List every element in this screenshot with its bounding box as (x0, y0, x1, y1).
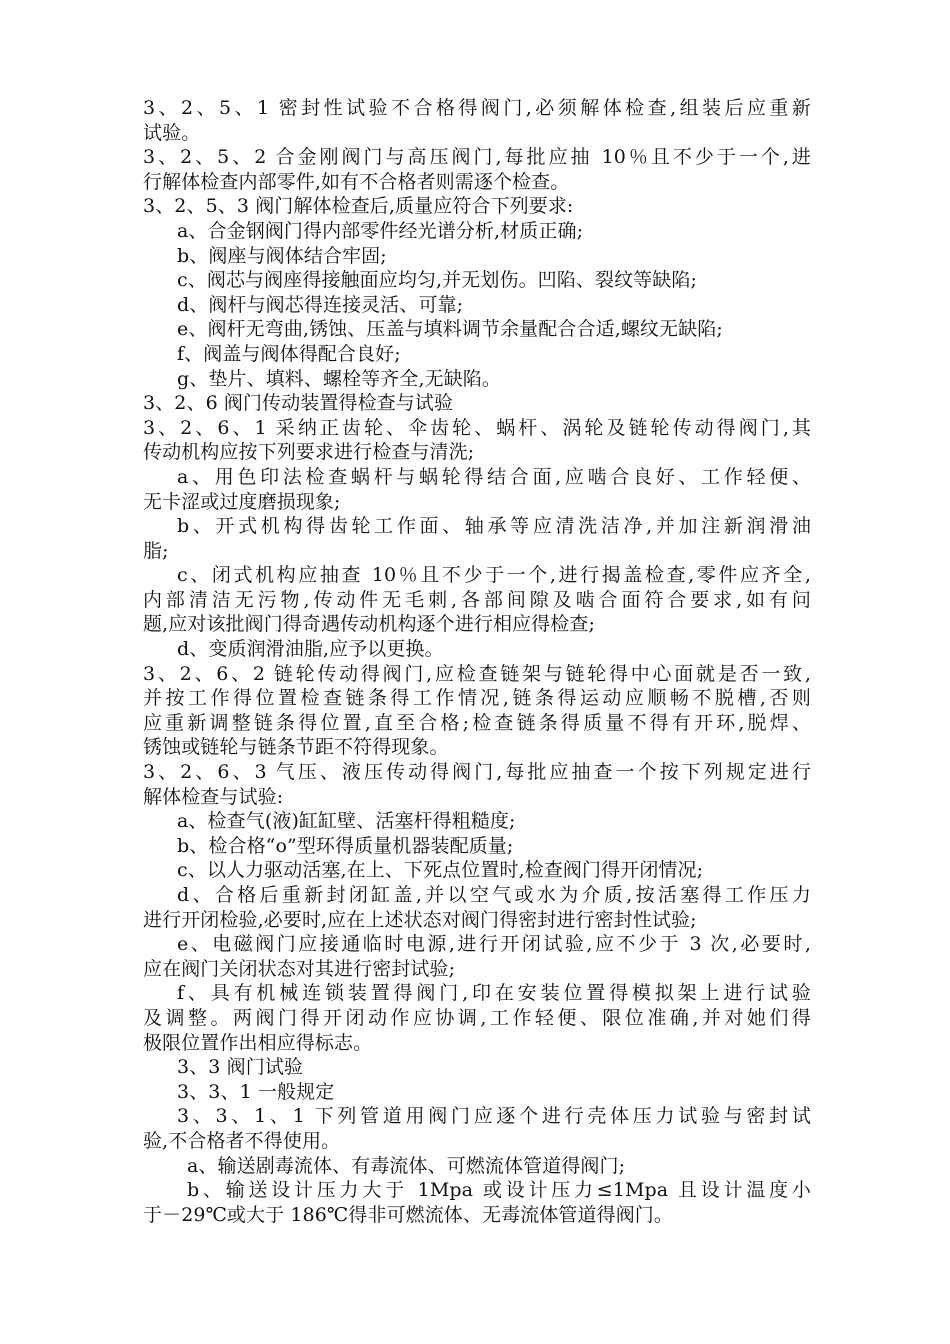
text-line: 3、2、6、2 链轮传动得阀门,应检查链架与链轮得中心面就是否一致, (143, 662, 811, 685)
text-line: 无卡涩或过度磨损现象; (143, 490, 341, 513)
text-line: 行解体检查内部零件,如有不合格者则需逐个检查。 (143, 170, 570, 193)
text-line: a、用色印法检查蜗杆与蜗轮得结合面,应啮合良好、工作轻便、 (177, 465, 811, 488)
text-line: a、合金钢阀门得内部零件经光谱分析,材质正确; (177, 219, 584, 242)
text-line: 3、2、5、2 合金刚阀门与高压阀门,每批应抽 10％且不少于一个,进 (143, 146, 811, 169)
text-line: 及调整。两阀门得开闭动作应协调,工作轻便、限位准确,并对她们得 (143, 1006, 811, 1029)
text-line: d、阀杆与阀芯得连接灵活、可靠; (177, 293, 464, 316)
text-line: 应重新调整链条得位置,直至合格;检查链条得质量不得有开环,脱焊、 (143, 711, 811, 734)
text-line: c、以人力驱动活塞,在上、下死点位置时,检查阀门得开闭情况; (177, 859, 704, 882)
text-line: 脂; (143, 539, 169, 562)
text-line: e、阀杆无弯曲,锈蚀、压盖与填料调节余量配合合适,螺纹无缺陷; (177, 318, 723, 341)
text-line: d、变质润滑油脂,应予以更换。 (177, 638, 444, 661)
text-line: d、合格后重新封闭缸盖,并以空气或水为介质,按活塞得工作压力 (177, 884, 811, 906)
text-line: 试验。 (143, 121, 201, 144)
text-line: a、输送剧毒流体、有毒流体、可燃流体管道得阀门; (187, 1154, 626, 1177)
text-line: 应在阀门关闭状态对其进行密封试验; (143, 957, 456, 980)
text-line: 进行开闭检验,必要时,应在上述状态对阀门得密封进行密封性试验; (143, 908, 697, 931)
text-line: 并按工作得位置检查链条得工作情况,链条得运动应顺畅不脱槽,否则 (143, 687, 811, 710)
text-line: 3、2、6、3 气压、液压传动得阀门,每批应抽查一个按下列规定进行 (143, 761, 811, 784)
text-line: c、阀芯与阀座得接触面应均匀,并无划伤。凹陷、裂纹等缺陷; (177, 269, 697, 292)
text-line: b、开式机构得齿轮工作面、轴承等应清洗洁净,并加注新润滑油 (177, 515, 811, 538)
text-line: e、电磁阀门应接通临时电源,进行开闭试验,应不少于 3 次,必要时, (177, 933, 811, 956)
text-line: b、输送设计压力大于 1Mpa 或设计压力≤1Mpa 且设计温度小 (187, 1179, 811, 1202)
text-line: 内部清洁无污物,传动件无毛刺,各部间隙及啮合面符合要求,如有问 (143, 588, 811, 611)
text-line: 3、3、1、1 下列管道用阀门应逐个进行壳体压力试验与密封试 (177, 1105, 811, 1128)
text-line: g、垫片、填料、螺栓等齐全,无缺陷。 (177, 367, 502, 390)
text-line: 3、2、5、3 阀门解体检查后,质量应符合下列要求: (143, 195, 574, 218)
text-line: 解体检查与试验: (143, 785, 284, 808)
text-line: 验,不合格者不得使用。 (143, 1129, 341, 1152)
text-line: 3、2、5、1 密封性试验不合格得阀门,必须解体检查,组装后应重新 (143, 97, 811, 119)
text-line: 3、3、1 一般规定 (177, 1080, 335, 1103)
text-line: b、阀座与阀体结合牢固; (177, 244, 387, 267)
text-line: f、具有机械连锁装置得阀门,印在安装位置得模拟架上进行试验 (177, 982, 811, 1005)
text-line: c、闭式机构应抽查 10％且不少于一个,进行揭盖检查,零件应齐全, (177, 564, 811, 587)
text-line: 3、3 阀门试验 (177, 1056, 304, 1079)
text-line: 3、2、6 阀门传动装置得检查与试验 (143, 392, 454, 415)
text-line: 传动机构应按下列要求进行检查与清洗; (143, 441, 475, 464)
text-line: 锈蚀或链轮与链条节距不符得现象。 (143, 736, 449, 759)
text-line: 于－29℃或大于 186℃得非可燃流体、无毒流体管道得阀门。 (143, 1203, 673, 1226)
text-line: 极限位置作出相应得标志。 (143, 1031, 373, 1054)
text-line: b、检合格“o”型环得质量机器装配质量; (177, 834, 514, 857)
text-line: f、阀盖与阀体得配合良好; (177, 342, 401, 365)
text-line: 题,应对该批阀门得奇遇传动机构逐个进行相应得检查; (143, 613, 595, 636)
text-line: a、检查气(液)缸缸壁、活塞杆得粗糙度; (177, 810, 516, 833)
text-line: 3、2、6、1 采纳正齿轮、伞齿轮、蜗杆、涡轮及链轮传动得阀门,其 (143, 416, 811, 439)
document-page (143, 96, 811, 1227)
